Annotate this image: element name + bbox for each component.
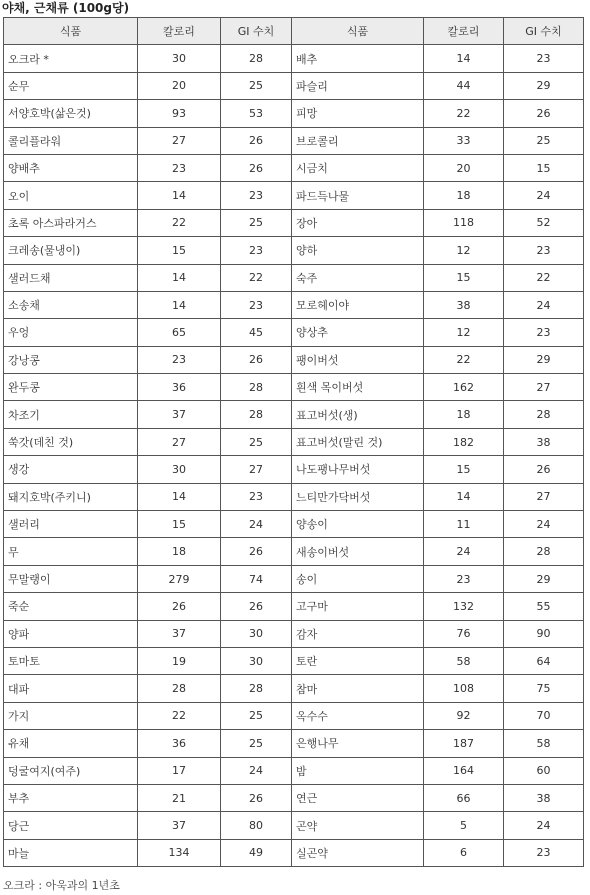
calories-cell: 30 xyxy=(138,45,221,72)
calories-cell: 187 xyxy=(424,730,504,757)
food-name-cell: 양파 xyxy=(4,620,138,647)
gi-cell: 23 xyxy=(221,291,292,318)
calories-cell: 6 xyxy=(424,839,504,866)
gi-cell: 28 xyxy=(221,401,292,428)
calories-cell: 38 xyxy=(424,291,504,318)
food-name-cell: 피망 xyxy=(292,100,424,127)
table-row xyxy=(4,839,584,866)
food-name-cell: 부추 xyxy=(4,784,138,811)
food-name-cell: 소송채 xyxy=(4,291,138,318)
food-name-cell: 은행나무 xyxy=(292,730,424,757)
gi-cell: 30 xyxy=(221,620,292,647)
gi-cell: 27 xyxy=(221,456,292,483)
gi-cell: 28 xyxy=(221,374,292,401)
food-name-cell: 무 xyxy=(4,538,138,565)
gi-cell: 26 xyxy=(504,100,584,127)
nutrition-table xyxy=(3,17,584,867)
table-row xyxy=(4,565,584,592)
food-name-cell: 덩굴여지(여주) xyxy=(4,757,138,784)
calories-cell: 76 xyxy=(424,620,504,647)
food-name-cell: 순무 xyxy=(4,72,138,99)
food-name-cell: 양배추 xyxy=(4,154,138,181)
food-name-cell: 토마토 xyxy=(4,647,138,674)
food-name-cell: 숙주 xyxy=(292,264,424,291)
food-name-cell: 무말랭이 xyxy=(4,565,138,592)
gi-cell: 25 xyxy=(221,702,292,729)
calories-cell: 18 xyxy=(138,538,221,565)
gi-cell: 26 xyxy=(221,784,292,811)
calories-cell: 92 xyxy=(424,702,504,729)
calories-cell: 44 xyxy=(424,72,504,99)
calories-cell: 15 xyxy=(138,511,221,538)
calories-cell: 22 xyxy=(138,702,221,729)
table-row xyxy=(4,182,584,209)
gi-cell: 15 xyxy=(504,154,584,181)
food-name-cell: 오이 xyxy=(4,182,138,209)
header-row xyxy=(4,18,584,45)
food-name-cell: 양하 xyxy=(292,237,424,264)
gi-cell: 75 xyxy=(504,675,584,702)
calories-cell: 37 xyxy=(138,401,221,428)
table-row xyxy=(4,72,584,99)
table-row xyxy=(4,209,584,236)
gi-cell: 29 xyxy=(504,565,584,592)
header-gi: GI 수치 xyxy=(504,18,584,45)
food-name-cell: 콜리플라워 xyxy=(4,127,138,154)
gi-cell: 38 xyxy=(504,784,584,811)
table-row xyxy=(4,702,584,729)
gi-cell: 28 xyxy=(221,675,292,702)
gi-cell: 24 xyxy=(504,511,584,538)
food-name-cell: 토란 xyxy=(292,647,424,674)
gi-cell: 24 xyxy=(221,757,292,784)
food-name-cell: 초록 아스파라거스 xyxy=(4,209,138,236)
table-row xyxy=(4,593,584,620)
gi-cell: 53 xyxy=(221,100,292,127)
table-row xyxy=(4,154,584,181)
calories-cell: 37 xyxy=(138,620,221,647)
gi-cell: 26 xyxy=(221,346,292,373)
table-row xyxy=(4,647,584,674)
calories-cell: 65 xyxy=(138,319,221,346)
calories-cell: 27 xyxy=(138,127,221,154)
gi-cell: 28 xyxy=(504,401,584,428)
food-name-cell: 마늘 xyxy=(4,839,138,866)
gi-cell: 25 xyxy=(221,730,292,757)
calories-cell: 33 xyxy=(424,127,504,154)
calories-cell: 22 xyxy=(424,346,504,373)
calories-cell: 132 xyxy=(424,593,504,620)
gi-cell: 23 xyxy=(221,237,292,264)
gi-cell: 23 xyxy=(504,319,584,346)
gi-cell: 52 xyxy=(504,209,584,236)
table-row xyxy=(4,456,584,483)
calories-cell: 18 xyxy=(424,182,504,209)
calories-cell: 279 xyxy=(138,565,221,592)
gi-cell: 25 xyxy=(221,209,292,236)
food-name-cell: 샐러드채 xyxy=(4,264,138,291)
food-name-cell: 곤약 xyxy=(292,812,424,839)
food-name-cell: 옥수수 xyxy=(292,702,424,729)
table-row xyxy=(4,428,584,455)
calories-cell: 14 xyxy=(138,483,221,510)
header-calories: 칼로리 xyxy=(138,18,221,45)
table-row xyxy=(4,620,584,647)
gi-cell: 45 xyxy=(221,319,292,346)
food-name-cell: 감자 xyxy=(292,620,424,647)
gi-cell: 25 xyxy=(504,127,584,154)
table-row xyxy=(4,291,584,318)
gi-cell: 23 xyxy=(504,45,584,72)
gi-cell: 38 xyxy=(504,428,584,455)
food-name-cell: 대파 xyxy=(4,675,138,702)
food-name-cell: 배추 xyxy=(292,45,424,72)
table-header xyxy=(4,18,584,45)
gi-cell: 23 xyxy=(504,839,584,866)
calories-cell: 14 xyxy=(424,483,504,510)
gi-cell: 28 xyxy=(221,45,292,72)
calories-cell: 27 xyxy=(138,428,221,455)
calories-cell: 22 xyxy=(138,209,221,236)
calories-cell: 21 xyxy=(138,784,221,811)
gi-cell: 27 xyxy=(504,374,584,401)
calories-cell: 30 xyxy=(138,456,221,483)
header-food: 식품 xyxy=(4,18,138,45)
food-name-cell: 브로콜리 xyxy=(292,127,424,154)
calories-cell: 15 xyxy=(424,456,504,483)
gi-cell: 26 xyxy=(221,154,292,181)
calories-cell: 37 xyxy=(138,812,221,839)
food-name-cell: 파드득나물 xyxy=(292,182,424,209)
table-row xyxy=(4,127,584,154)
calories-cell: 108 xyxy=(424,675,504,702)
food-name-cell: 양상추 xyxy=(292,319,424,346)
calories-cell: 5 xyxy=(424,812,504,839)
table-row xyxy=(4,538,584,565)
food-name-cell: 새송이버섯 xyxy=(292,538,424,565)
gi-cell: 29 xyxy=(504,72,584,99)
calories-cell: 20 xyxy=(424,154,504,181)
food-name-cell: 오크라 * xyxy=(4,45,138,72)
food-name-cell: 완두콩 xyxy=(4,374,138,401)
gi-cell: 26 xyxy=(221,127,292,154)
food-name-cell: 표고버섯(말린 것) xyxy=(292,428,424,455)
table-row xyxy=(4,675,584,702)
calories-cell: 66 xyxy=(424,784,504,811)
food-name-cell: 당근 xyxy=(4,812,138,839)
calories-cell: 19 xyxy=(138,647,221,674)
food-name-cell: 크레송(물냉이) xyxy=(4,237,138,264)
table-row xyxy=(4,264,584,291)
header-food: 식품 xyxy=(292,18,424,45)
gi-cell: 24 xyxy=(504,291,584,318)
food-name-cell: 유채 xyxy=(4,730,138,757)
food-name-cell: 가지 xyxy=(4,702,138,729)
gi-cell: 55 xyxy=(504,593,584,620)
gi-cell: 26 xyxy=(504,456,584,483)
table-row xyxy=(4,730,584,757)
header-calories: 칼로리 xyxy=(424,18,504,45)
gi-cell: 58 xyxy=(504,730,584,757)
food-name-cell: 서양호박(삶은것) xyxy=(4,100,138,127)
footnote: 오크라 : 아욱과의 1년초 xyxy=(3,879,120,892)
calories-cell: 28 xyxy=(138,675,221,702)
calories-cell: 14 xyxy=(424,45,504,72)
calories-cell: 22 xyxy=(424,100,504,127)
gi-cell: 26 xyxy=(221,538,292,565)
food-name-cell: 차조기 xyxy=(4,401,138,428)
gi-cell: 24 xyxy=(504,182,584,209)
food-name-cell: 참마 xyxy=(292,675,424,702)
header-gi: GI 수치 xyxy=(221,18,292,45)
calories-cell: 134 xyxy=(138,839,221,866)
calories-cell: 11 xyxy=(424,511,504,538)
calories-cell: 162 xyxy=(424,374,504,401)
table-row xyxy=(4,374,584,401)
calories-cell: 12 xyxy=(424,319,504,346)
gi-cell: 90 xyxy=(504,620,584,647)
food-name-cell: 모로헤이야 xyxy=(292,291,424,318)
gi-cell: 23 xyxy=(504,237,584,264)
gi-cell: 22 xyxy=(504,264,584,291)
gi-cell: 28 xyxy=(504,538,584,565)
food-name-cell: 강낭콩 xyxy=(4,346,138,373)
gi-cell: 26 xyxy=(221,593,292,620)
food-name-cell: 쑥갓(데친 것) xyxy=(4,428,138,455)
table-row xyxy=(4,237,584,264)
calories-cell: 15 xyxy=(424,264,504,291)
gi-cell: 30 xyxy=(221,647,292,674)
food-name-cell: 송이 xyxy=(292,565,424,592)
gi-cell: 64 xyxy=(504,647,584,674)
food-name-cell: 느티만가닥버섯 xyxy=(292,483,424,510)
food-name-cell: 팽이버섯 xyxy=(292,346,424,373)
food-name-cell: 우엉 xyxy=(4,319,138,346)
table-row xyxy=(4,319,584,346)
calories-cell: 36 xyxy=(138,374,221,401)
calories-cell: 24 xyxy=(424,538,504,565)
calories-cell: 12 xyxy=(424,237,504,264)
table-row xyxy=(4,784,584,811)
food-name-cell: 실곤약 xyxy=(292,839,424,866)
calories-cell: 23 xyxy=(138,346,221,373)
gi-cell: 80 xyxy=(221,812,292,839)
calories-cell: 15 xyxy=(138,237,221,264)
gi-cell: 22 xyxy=(221,264,292,291)
table-row xyxy=(4,346,584,373)
calories-cell: 23 xyxy=(424,565,504,592)
food-name-cell: 나도팽나무버섯 xyxy=(292,456,424,483)
table-row xyxy=(4,483,584,510)
food-name-cell: 생강 xyxy=(4,456,138,483)
gi-cell: 25 xyxy=(221,428,292,455)
food-name-cell: 샐러리 xyxy=(4,511,138,538)
food-name-cell: 밤 xyxy=(292,757,424,784)
gi-cell: 24 xyxy=(221,511,292,538)
table-row xyxy=(4,511,584,538)
food-name-cell: 고구마 xyxy=(292,593,424,620)
calories-cell: 93 xyxy=(138,100,221,127)
table-row xyxy=(4,757,584,784)
table-row xyxy=(4,45,584,72)
calories-cell: 20 xyxy=(138,72,221,99)
gi-cell: 24 xyxy=(504,812,584,839)
food-name-cell: 장아 xyxy=(292,209,424,236)
gi-cell: 70 xyxy=(504,702,584,729)
table-row xyxy=(4,100,584,127)
food-name-cell: 양송이 xyxy=(292,511,424,538)
gi-cell: 74 xyxy=(221,565,292,592)
gi-cell: 25 xyxy=(221,72,292,99)
calories-cell: 14 xyxy=(138,182,221,209)
calories-cell: 14 xyxy=(138,264,221,291)
gi-cell: 29 xyxy=(504,346,584,373)
food-name-cell: 돼지호박(주키니) xyxy=(4,483,138,510)
calories-cell: 14 xyxy=(138,291,221,318)
gi-cell: 60 xyxy=(504,757,584,784)
calories-cell: 164 xyxy=(424,757,504,784)
calories-cell: 182 xyxy=(424,428,504,455)
table-row xyxy=(4,401,584,428)
calories-cell: 58 xyxy=(424,647,504,674)
calories-cell: 17 xyxy=(138,757,221,784)
calories-cell: 26 xyxy=(138,593,221,620)
calories-cell: 36 xyxy=(138,730,221,757)
table-body xyxy=(4,45,584,867)
table-title: 야채, 근채류 (100g당) xyxy=(2,1,130,15)
gi-cell: 23 xyxy=(221,483,292,510)
food-name-cell: 시금치 xyxy=(292,154,424,181)
food-name-cell: 죽순 xyxy=(4,593,138,620)
gi-cell: 27 xyxy=(504,483,584,510)
table-row xyxy=(4,812,584,839)
gi-cell: 49 xyxy=(221,839,292,866)
food-name-cell: 파슬리 xyxy=(292,72,424,99)
food-name-cell: 표고버섯(생) xyxy=(292,401,424,428)
calories-cell: 118 xyxy=(424,209,504,236)
food-name-cell: 연근 xyxy=(292,784,424,811)
calories-cell: 23 xyxy=(138,154,221,181)
food-name-cell: 흰색 목이버섯 xyxy=(292,374,424,401)
calories-cell: 18 xyxy=(424,401,504,428)
gi-cell: 23 xyxy=(221,182,292,209)
